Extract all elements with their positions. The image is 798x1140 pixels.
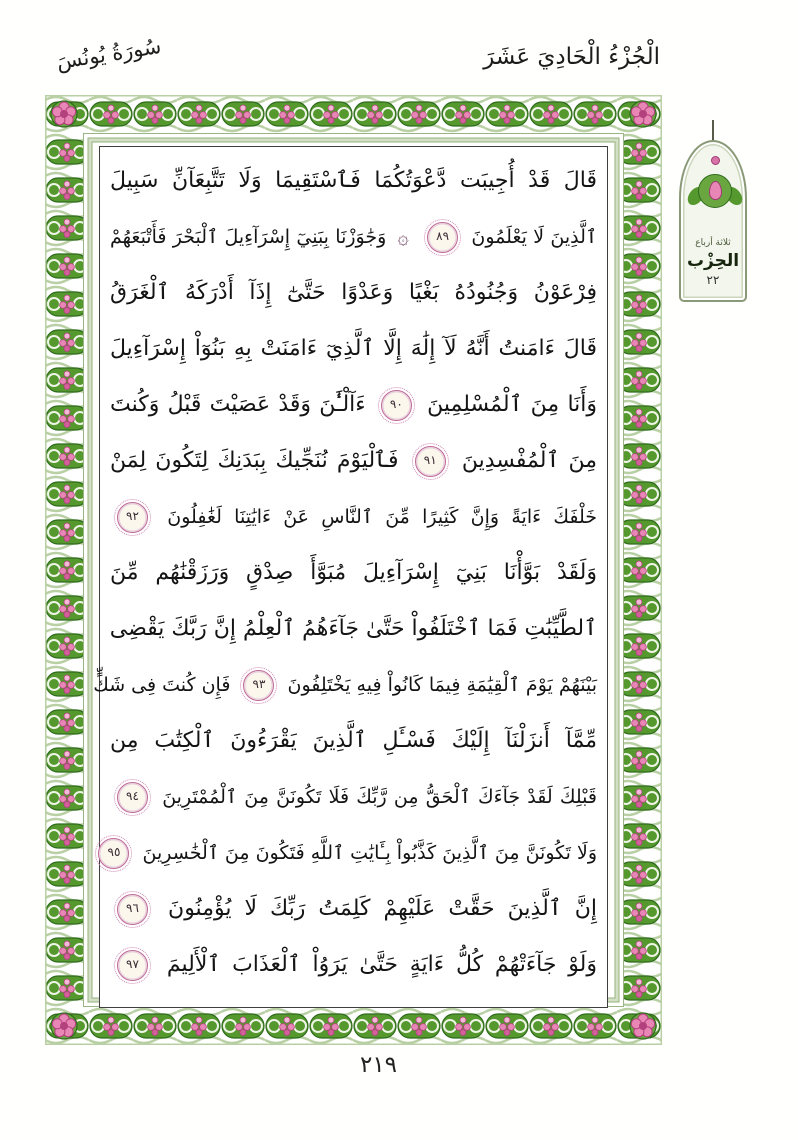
quran-line (110, 321, 597, 377)
quran-text-segment: وَلَا تَكُونَنَّ مِنَ ٱلَّذِينَ كَذَّبُواْ بِـَٔايَٰتِ ٱللَّهِ فَتَكُونَ مِنَ ٱلْخَٰسِرِينَ (142, 842, 597, 864)
badge-text (681, 237, 745, 288)
quran-text-segment: ءَآلْـَٰٔنَ وَقَدْ عَصَيْتَ قَبْلُ وَكُنتَ (110, 392, 366, 417)
ayah-number-medallion: ٩٣ (243, 670, 274, 701)
quran-line (110, 209, 597, 265)
quran-text-segment: ٱلَّذِينَ لَا يَعْلَمُونَ (471, 226, 598, 248)
quran-text-segment: مِّمَّآ أَنزَلْنَآ إِلَيْكَ فَسْـَٔلِ ٱلَّذِينَ يَقْرَءُونَ ٱلْكِتَٰبَ مِن (110, 728, 597, 753)
quran-text-segment: ٱلطَّيِّبَٰتِ فَمَا ٱخْتَلَفُواْ حَتَّىٰ جَآءَهُمُ ٱلْعِلْمُ إِنَّ رَبَّكَ يَقْضِى (109, 616, 597, 641)
quran-line (110, 433, 597, 489)
ayah-number-medallion: ٩١ (415, 446, 446, 477)
ayah-number-medallion: ٩٤ (117, 782, 148, 813)
quran-text-segment: مِنَ ٱلْمُفْسِدِينَ (461, 448, 597, 473)
quran-text-segment: قَبْلِكَ لَقَدْ جَآءَكَ ٱلْحَقُّ مِن رَّبِّكَ فَلَا تَكُونَنَّ مِنَ ٱلْمُمْتَرِينَ (162, 786, 597, 808)
quran-text-segment: بَيْنَهُمْ يَوْمَ ٱلْقِيَٰمَةِ فِيمَا كَانُواْ فِيهِ يَخْتَلِفُونَ (287, 674, 597, 696)
quran-line (110, 881, 597, 937)
quran-text-segment: فِرْعَوْنُ وَجُنُودُهُ بَغْيًا وَعَدْوًا حَتَّىٰٓ إِذَآ أَدْرَكَهُ ٱلْغَرَقُ (110, 280, 597, 305)
quran-line (110, 489, 597, 545)
rub-el-hizb-icon: ۞ (397, 226, 409, 249)
quran-line (110, 937, 597, 993)
quran-text-segment: وَجَٰوَزْنَا بِبَنِيٓ إِسْرَآءِيلَ ٱلْبَحْرَ فَأَتْبَعَهُمْ (110, 226, 387, 248)
quran-text-segment: قَالَ ءَامَنتُ أَنَّهُ لَآ إِلَٰهَ إِلَّا ٱلَّذِيٓ ءَامَنَتْ بِهِ بَنُوٓاْ إِسْرَآءِيلَ (110, 336, 597, 361)
quran-text-segment: فَإِن كُنتَ فِى شَكٍّ (93, 674, 231, 696)
quran-line (107, 825, 597, 881)
badge-tip-ornament (711, 156, 720, 165)
ayah-number-medallion: ٩٧ (117, 950, 148, 981)
hizb-quarter-label: ثلاثة أرباع (695, 238, 731, 248)
hizb-label: الحِزْب (686, 251, 740, 271)
quran-line (110, 545, 597, 601)
quran-line (110, 153, 597, 209)
ayah-number-medallion: ٨٩ (427, 222, 458, 253)
quran-line (110, 769, 597, 825)
hizb-number: ٢٢ (706, 273, 720, 287)
quran-text-segment: إِنَّ ٱلَّذِينَ حَقَّتْ عَلَيْهِمْ كَلِمَتُ رَبِّكَ لَا يُؤْمِنُونَ (168, 896, 597, 921)
page-number: ٢١٩ (359, 1052, 398, 1078)
quran-text-segment: خَلْفَكَ ءَايَةً وَإِنَّ كَثِيرًا مِّنَ ٱلنَّاسِ عَنْ ءَايَٰتِنَا لَغَٰفِلُونَ (167, 506, 597, 528)
badge-finial-stem (712, 120, 714, 142)
quran-text-segment: قَالَ قَدْ أُجِيبَت دَّعْوَتُكُمَا فَٱسْتَقِيمَا وَلَا تَتَّبِعَآنِّ سَبِيلَ (110, 168, 597, 193)
ayah-number-medallion: ٩٥ (98, 838, 129, 869)
quran-line (110, 377, 597, 433)
quran-text-segment: وَأَنَا مِنَ ٱلْمُسْلِمِينَ (427, 392, 598, 417)
quran-text-segment: فَٱلْيَوْمَ نُنَجِّيكَ بِبَدَنِكَ لِتَكُونَ لِمَنْ (110, 448, 399, 473)
ayah-number-medallion: ٩٢ (117, 502, 148, 533)
quran-text-area (93, 146, 608, 1008)
quran-line (93, 657, 597, 713)
juz-title: الْجُزْءُ الْحَادِيَ عَشَرَ (483, 44, 660, 70)
quran-line (110, 713, 597, 769)
ayah-number-medallion: ٩٦ (117, 894, 148, 925)
quran-line (110, 601, 597, 657)
badge-flower-bud-icon (709, 181, 722, 200)
hizb-marker-badge (678, 120, 748, 302)
quran-text-segment: وَلَوْ جَآءَتْهُمْ كُلُّ ءَايَةٍ حَتَّىٰ يَرَوُاْ ٱلْعَذَابَ ٱلْأَلِيمَ (166, 952, 598, 977)
quran-text-segment: وَلَقَدْ بَوَّأْنَا بَنِيٓ إِسْرَآءِيلَ مُبَوَّأَ صِدْقٍ وَرَزَقْنَٰهُم مِّنَ (110, 560, 597, 585)
quran-line (110, 265, 597, 321)
ayah-number-medallion: ٩٠ (381, 390, 412, 421)
surah-title: سُورَةُ يُونُسَ (54, 33, 163, 75)
badge-dome (679, 140, 747, 302)
